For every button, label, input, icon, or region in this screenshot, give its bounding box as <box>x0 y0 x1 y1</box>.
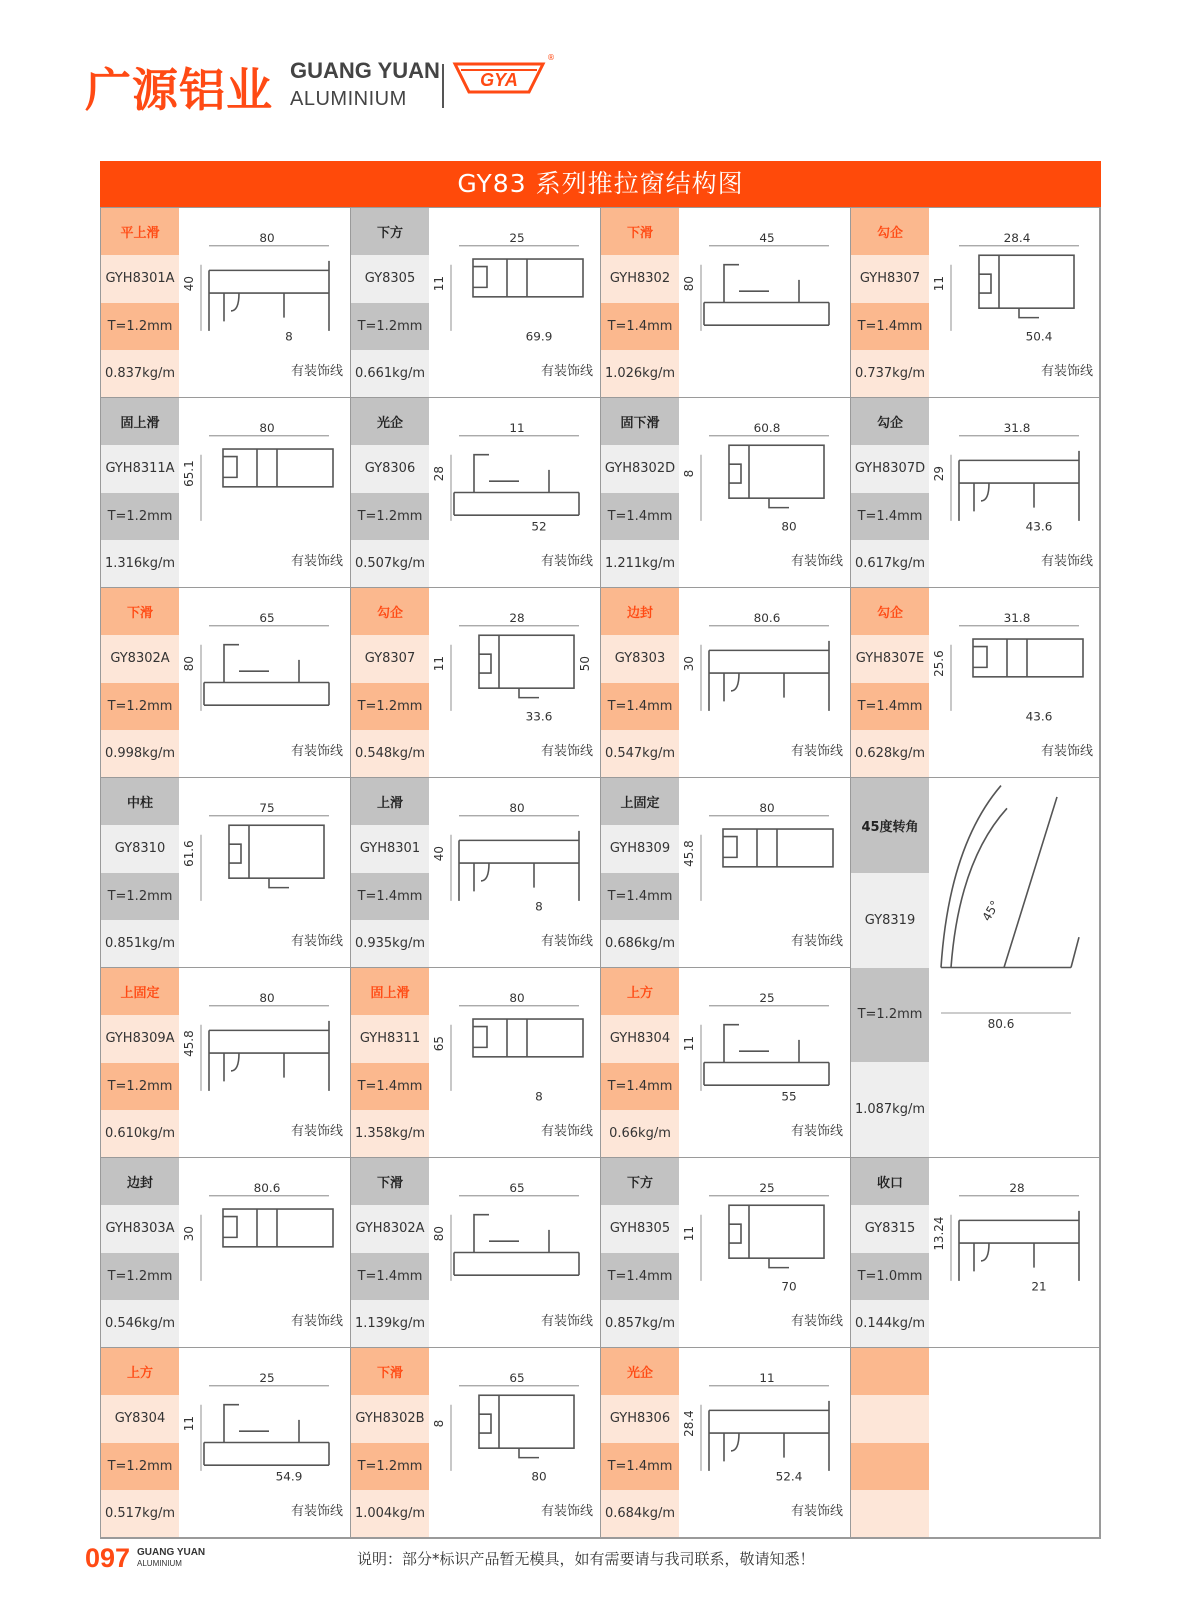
profile-cell <box>351 1348 601 1538</box>
profile-drawing <box>929 398 1101 587</box>
profile-thickness: T=1.4mm <box>601 1063 679 1110</box>
profile-code: GYH8309A <box>101 1015 179 1062</box>
profile-name: 收口 <box>851 1158 929 1205</box>
dimension-label: 65 <box>259 611 275 626</box>
profile-name: 下滑 <box>601 208 679 255</box>
profile-info <box>101 208 179 397</box>
profile-drawing <box>679 398 851 587</box>
dimension-label: 80 <box>531 1469 547 1484</box>
profile-weight: 0.517kg/m <box>101 1490 179 1537</box>
profile-drawing <box>429 588 601 777</box>
decorative-line-note: 有装饰线 <box>790 1314 843 1329</box>
dimension-label: 80 <box>781 519 797 534</box>
profile-name: 勾企 <box>851 208 929 255</box>
profile-drawing <box>429 778 601 967</box>
profile-name: 上固定 <box>601 778 679 825</box>
profile-info <box>601 398 679 587</box>
profile-thickness: T=1.2mm <box>351 303 429 350</box>
dimension-label: 40 <box>181 276 197 292</box>
profile-name: 下滑 <box>351 1158 429 1205</box>
profile-info <box>851 208 929 397</box>
profile-thickness: T=1.2mm <box>101 683 179 730</box>
dimension-label: 28 <box>1009 1181 1025 1196</box>
profile-info <box>601 968 679 1157</box>
dimension-label: 80 <box>509 801 525 816</box>
decorative-line-note: 有装饰线 <box>540 1124 593 1139</box>
dimension-label: 61.6 <box>181 840 197 867</box>
profile-name: 上方 <box>101 1348 179 1395</box>
profile-code: GY8307 <box>351 635 429 682</box>
profile-weight: 1.026kg/m <box>601 350 679 397</box>
profile-thickness: T=1.4mm <box>351 1063 429 1110</box>
profile-weight: 0.737kg/m <box>851 350 929 397</box>
dimension-label: 25 <box>759 991 775 1006</box>
decorative-line-note: 有装饰线 <box>290 1504 343 1519</box>
profile-cell <box>851 1158 1100 1348</box>
profile-code: GYH8305 <box>601 1205 679 1252</box>
decorative-line-note: 有装饰线 <box>1040 554 1093 569</box>
profile-thickness: T=1.4mm <box>601 1253 679 1300</box>
profile-weight: 0.66kg/m <box>601 1110 679 1157</box>
decorative-line-note: 有装饰线 <box>790 744 843 759</box>
dimension-label: 31.8 <box>1003 421 1031 436</box>
dimension-label: 8 <box>535 899 543 914</box>
profile-cell <box>601 588 851 778</box>
profile-weight: 0.684kg/m <box>601 1490 679 1537</box>
dimension-label: 65.1 <box>181 460 197 487</box>
dimension-label: 43.6 <box>1025 709 1053 724</box>
dimension-label: 40 <box>431 846 447 862</box>
profile-weight: 0.610kg/m <box>101 1110 179 1157</box>
profile-name: 中柱 <box>101 778 179 825</box>
profile-section-diagram <box>929 1158 1101 1347</box>
profile-name: 勾企 <box>851 398 929 445</box>
profile-info <box>101 398 179 587</box>
profile-cell <box>101 1158 351 1348</box>
profile-cell <box>601 1158 851 1348</box>
profile-code: GY8319 <box>851 873 929 968</box>
profile-weight: 1.358kg/m <box>351 1110 429 1157</box>
brand-name-cn: 广源铝业 <box>85 63 273 117</box>
profile-thickness: T=1.4mm <box>851 683 929 730</box>
dimension-label: 45.8 <box>681 840 697 867</box>
dimension-label: 80 <box>259 421 275 436</box>
profile-cell <box>351 1158 601 1348</box>
profile-thickness: T=1.2mm <box>351 1443 429 1490</box>
profile-weight: 1.087kg/m <box>851 1062 929 1157</box>
profile-weight: 0.507kg/m <box>351 540 429 587</box>
profile-weight: 0.837kg/m <box>101 350 179 397</box>
decorative-line-note: 有装饰线 <box>290 554 343 569</box>
profile-thickness: T=1.4mm <box>351 1253 429 1300</box>
decorative-line-note: 有装饰线 <box>790 554 843 569</box>
profile-cell <box>101 588 351 778</box>
brand-logo-icon <box>453 52 553 112</box>
profile-thickness: T=1.4mm <box>851 303 929 350</box>
decorative-line-note: 有装饰线 <box>290 1314 343 1329</box>
profile-thickness: T=1.4mm <box>601 873 679 920</box>
dimension-label: 70 <box>781 1279 797 1294</box>
brand-name-en-sub: ALUMINIUM <box>290 88 407 110</box>
profile-info <box>351 1158 429 1347</box>
footer-brand: GUANG YUAN <box>137 1547 206 1558</box>
dimension-label: 55 <box>781 1089 797 1104</box>
profile-code: GY8304 <box>101 1395 179 1442</box>
profile-thickness: T=1.4mm <box>601 1443 679 1490</box>
profile-cell <box>101 968 351 1158</box>
decorative-line-note: 有装饰线 <box>540 1504 593 1519</box>
dimension-label: 11 <box>931 276 947 292</box>
dimension-label: 80.6 <box>753 611 781 626</box>
profile-code: GYH8301 <box>351 825 429 872</box>
profile-code: GYH8307D <box>851 445 929 492</box>
profile-info <box>101 778 179 967</box>
profile-name: 45度转角 <box>851 778 929 873</box>
profile-thickness: T=1.4mm <box>601 303 679 350</box>
profile-code: GYH8302 <box>601 255 679 302</box>
dimension-label: 50 <box>577 656 593 672</box>
dimension-label: 11 <box>759 1371 775 1386</box>
profile-code: GY8305 <box>351 255 429 302</box>
profile-cell <box>851 588 1100 778</box>
profile-weight: 0.661kg/m <box>351 350 429 397</box>
dimension-label: 43.6 <box>1025 519 1053 534</box>
dimension-label: 80 <box>509 991 525 1006</box>
dimension-label: 75 <box>259 801 275 816</box>
profile-cell <box>601 968 851 1158</box>
profile-weight: 1.004kg/m <box>351 1490 429 1537</box>
decorative-line-note: 有装饰线 <box>790 934 843 949</box>
profile-drawing <box>429 208 601 397</box>
profile-drawing <box>429 1348 601 1537</box>
profile-thickness: T=1.0mm <box>851 1253 929 1300</box>
profile-name: 上滑 <box>351 778 429 825</box>
profile-weight: 1.139kg/m <box>351 1300 429 1347</box>
profile-info <box>351 208 429 397</box>
profile-name: 下方 <box>351 208 429 255</box>
decorative-line-note: 有装饰线 <box>540 934 593 949</box>
dimension-label: 65 <box>431 1036 447 1052</box>
profile-thickness: T=1.4mm <box>351 873 429 920</box>
profile-weight: 0.857kg/m <box>601 1300 679 1347</box>
profile-thickness: T=1.2mm <box>101 303 179 350</box>
decorative-line-note: 有装饰线 <box>790 1504 843 1519</box>
dimension-label: 8 <box>285 329 293 344</box>
decorative-line-note: 有装饰线 <box>290 934 343 949</box>
profile-info <box>351 968 429 1157</box>
decorative-line-note: 有装饰线 <box>540 554 593 569</box>
profile-name: 光企 <box>601 1348 679 1395</box>
profile-info <box>101 968 179 1157</box>
dimension-label: 30 <box>181 1226 197 1242</box>
brand-divider <box>442 64 444 108</box>
profile-info <box>101 1348 179 1537</box>
profile-info <box>351 778 429 967</box>
profile-info <box>851 778 929 1157</box>
profile-name: 光企 <box>351 398 429 445</box>
dimension-label: 28 <box>509 611 525 626</box>
profile-code: GYH8311 <box>351 1015 429 1062</box>
profile-code: GYH8304 <box>601 1015 679 1062</box>
profile-info <box>601 208 679 397</box>
profile-weight: 0.935kg/m <box>351 920 429 967</box>
profile-info <box>851 1158 929 1347</box>
dimension-label: 8 <box>431 1419 447 1428</box>
profile-drawing <box>929 1158 1101 1347</box>
profile-cell <box>101 1348 351 1538</box>
dimension-label: 54.9 <box>275 1469 303 1484</box>
profile-cell <box>601 208 851 398</box>
profile-info <box>101 588 179 777</box>
profile-section-diagram <box>679 208 851 397</box>
dimension-label: 80 <box>259 231 275 246</box>
profile-cell <box>601 1348 851 1538</box>
profile-drawing <box>179 208 351 397</box>
profile-weight: 0.547kg/m <box>601 730 679 777</box>
profile-thickness: T=1.2mm <box>101 1063 179 1110</box>
decorative-line-note: 有装饰线 <box>540 1314 593 1329</box>
profile-code: GYH8307 <box>851 255 929 302</box>
profile-info <box>601 588 679 777</box>
brand-name-en: GUANG YUAN <box>290 58 440 83</box>
profile-weight: 0.686kg/m <box>601 920 679 967</box>
profile-code: GYH8307E <box>851 635 929 682</box>
profile-name: 边封 <box>601 588 679 635</box>
profile-code: GY8303 <box>601 635 679 682</box>
profile-drawing <box>179 588 351 777</box>
page-title: GY83 系列推拉窗结构图 <box>100 161 1101 207</box>
profile-cell <box>101 398 351 588</box>
profile-thickness: T=1.2mm <box>101 873 179 920</box>
dimension-label: 80 <box>431 1226 447 1242</box>
dimension-label: 52 <box>531 519 547 534</box>
dimension-label: 11 <box>681 1036 697 1052</box>
profile-drawing <box>179 968 351 1157</box>
profile-thickness: T=1.4mm <box>851 493 929 540</box>
decorative-line-note: 有装饰线 <box>790 1124 843 1139</box>
decorative-line-note: 有装饰线 <box>540 744 593 759</box>
profile-drawing <box>679 778 851 967</box>
profile-info <box>851 398 929 587</box>
profile-info <box>601 1348 679 1537</box>
profile-drawing <box>429 1158 601 1347</box>
profile-weight: 0.851kg/m <box>101 920 179 967</box>
decorative-line-note: 有装饰线 <box>540 364 593 379</box>
profile-thickness: T=1.2mm <box>351 493 429 540</box>
profile-name: 固上滑 <box>101 398 179 445</box>
profile-code: GYH8302D <box>601 445 679 492</box>
dimension-label: 80 <box>181 656 197 672</box>
profile-weight: 0.546kg/m <box>101 1300 179 1347</box>
dimension-label: 21 <box>1031 1279 1047 1294</box>
profile-info <box>851 588 929 777</box>
profile-code: GYH8306 <box>601 1395 679 1442</box>
profile-code: GYH8309 <box>601 825 679 872</box>
dimension-label: 8 <box>535 1089 543 1104</box>
dimension-label: 29 <box>931 466 947 482</box>
profile-code: GY8302A <box>101 635 179 682</box>
svg-text:®: ® <box>547 53 555 62</box>
dimension-label: 11 <box>509 421 525 436</box>
angle-label: 45° <box>979 898 1003 924</box>
dimension-label: 52.4 <box>775 1469 803 1484</box>
profile-name: 勾企 <box>851 588 929 635</box>
dimension-label: 65 <box>509 1181 525 1196</box>
decorative-line-note: 有装饰线 <box>290 364 343 379</box>
profile-drawing <box>179 778 351 967</box>
profile-cell <box>851 208 1100 398</box>
profile-code: GYH8301A <box>101 255 179 302</box>
profile-thickness: T=1.2mm <box>101 493 179 540</box>
profile-code: GYH8302B <box>351 1395 429 1442</box>
profile-cell <box>351 208 601 398</box>
profile-name: 上方 <box>601 968 679 1015</box>
profile-name: 下滑 <box>351 1348 429 1395</box>
profile-thickness: T=1.2mm <box>101 1443 179 1490</box>
profile-thickness: T=1.2mm <box>101 1253 179 1300</box>
profile-thickness: T=1.4mm <box>601 683 679 730</box>
profile-info <box>351 588 429 777</box>
dimension-label: 80 <box>259 991 275 1006</box>
profile-code: GY8315 <box>851 1205 929 1252</box>
profile-weight: 0.144kg/m <box>851 1300 929 1347</box>
profile-drawing <box>929 588 1101 777</box>
profile-weight: 0.998kg/m <box>101 730 179 777</box>
dimension-label: 25 <box>509 231 525 246</box>
profile-code: GYH8302A <box>351 1205 429 1252</box>
profile-drawing <box>429 398 601 587</box>
profile-code: GYH8311A <box>101 445 179 492</box>
profile-name: 下滑 <box>101 588 179 635</box>
page-number: 097 <box>85 1543 131 1573</box>
dimension-label: 25 <box>759 1181 775 1196</box>
profile-code: GYH8303A <box>101 1205 179 1252</box>
dimension-label: 11 <box>431 656 447 672</box>
profile-weight: 0.548kg/m <box>351 730 429 777</box>
profile-drawing <box>679 1348 851 1537</box>
dimension-label: 80 <box>759 801 775 816</box>
dimension-label: 11 <box>181 1416 197 1432</box>
profile-drawing <box>179 398 351 587</box>
profile-cell <box>351 968 601 1158</box>
profile-info <box>351 1348 429 1537</box>
dimension-label: 45 <box>759 231 775 246</box>
dimension-label: 80.6 <box>987 1017 1015 1032</box>
empty-info <box>851 1348 929 1537</box>
profile-info <box>601 1158 679 1347</box>
profile-name: 固下滑 <box>601 398 679 445</box>
decorative-line-note: 有装饰线 <box>290 1124 343 1139</box>
dimension-label: 11 <box>431 276 447 292</box>
profile-cell <box>351 398 601 588</box>
decorative-line-note: 有装饰线 <box>1040 364 1093 379</box>
footer-brand-sub: ALUMINIUM <box>137 1559 182 1568</box>
profile-drawing <box>929 778 1101 1157</box>
dimension-label: 13.24 <box>931 1216 947 1251</box>
profile-info <box>101 1158 179 1347</box>
profile-drawing <box>179 1348 351 1537</box>
profile-thickness: T=1.2mm <box>851 968 929 1063</box>
dimension-label: 45.8 <box>181 1030 197 1057</box>
decorative-line-note: 有装饰线 <box>1040 744 1093 759</box>
dimension-label: 80 <box>681 276 697 292</box>
footnote: 说明：部分*标识产品暂无模具，如有需要请与我司联系，敬请知悉！ <box>357 1550 815 1568</box>
profile-cell <box>101 208 351 398</box>
profile-name: 固上滑 <box>351 968 429 1015</box>
corner-section-diagram <box>929 778 1101 1157</box>
profile-info <box>601 778 679 967</box>
profile-grid <box>100 207 1101 1539</box>
profile-thickness: T=1.2mm <box>351 683 429 730</box>
profile-drawing <box>679 968 851 1157</box>
profile-cell <box>101 778 351 968</box>
profile-code: GY8310 <box>101 825 179 872</box>
profile-weight: 1.211kg/m <box>601 540 679 587</box>
dimension-label: 33.6 <box>525 709 553 724</box>
dimension-label: 28 <box>431 466 447 482</box>
profile-cell <box>351 778 601 968</box>
decorative-line-note: 有装饰线 <box>290 744 343 759</box>
dimension-label: 25 <box>259 1371 275 1386</box>
dimension-label: 60.8 <box>753 421 781 436</box>
profile-cell <box>601 778 851 968</box>
profile-cell <box>601 398 851 588</box>
profile-weight: 0.628kg/m <box>851 730 929 777</box>
profile-name: 上固定 <box>101 968 179 1015</box>
profile-cell-corner <box>851 778 1100 1158</box>
dimension-label: 65 <box>509 1371 525 1386</box>
profile-code: GY8306 <box>351 445 429 492</box>
dimension-label: 28.4 <box>681 1410 697 1437</box>
dimension-label: 8 <box>681 469 697 478</box>
dimension-label: 50.4 <box>1025 329 1053 344</box>
profile-info <box>351 398 429 587</box>
profile-weight: 1.316kg/m <box>101 540 179 587</box>
dimension-label: 31.8 <box>1003 611 1031 626</box>
dimension-label: 28.4 <box>1003 231 1031 246</box>
profile-drawing <box>929 208 1101 397</box>
profile-cell <box>351 588 601 778</box>
dimension-label: 25.6 <box>931 650 947 677</box>
profile-drawing <box>679 1158 851 1347</box>
profile-drawing <box>429 968 601 1157</box>
profile-drawing <box>179 1158 351 1347</box>
profile-name: 边封 <box>101 1158 179 1205</box>
profile-thickness: T=1.4mm <box>601 493 679 540</box>
dimension-label: 30 <box>681 656 697 672</box>
profile-name: 勾企 <box>351 588 429 635</box>
profile-name: 平上滑 <box>101 208 179 255</box>
dimension-label: 80.6 <box>253 1181 281 1196</box>
dimension-label: 69.9 <box>525 329 553 344</box>
profile-name: 下方 <box>601 1158 679 1205</box>
profile-drawing <box>679 588 851 777</box>
brand-logo-text: GYA <box>480 70 518 90</box>
profile-cell <box>851 398 1100 588</box>
profile-weight: 0.617kg/m <box>851 540 929 587</box>
empty-cell <box>851 1348 1100 1538</box>
dimension-label: 11 <box>681 1226 697 1242</box>
profile-drawing <box>679 208 851 397</box>
